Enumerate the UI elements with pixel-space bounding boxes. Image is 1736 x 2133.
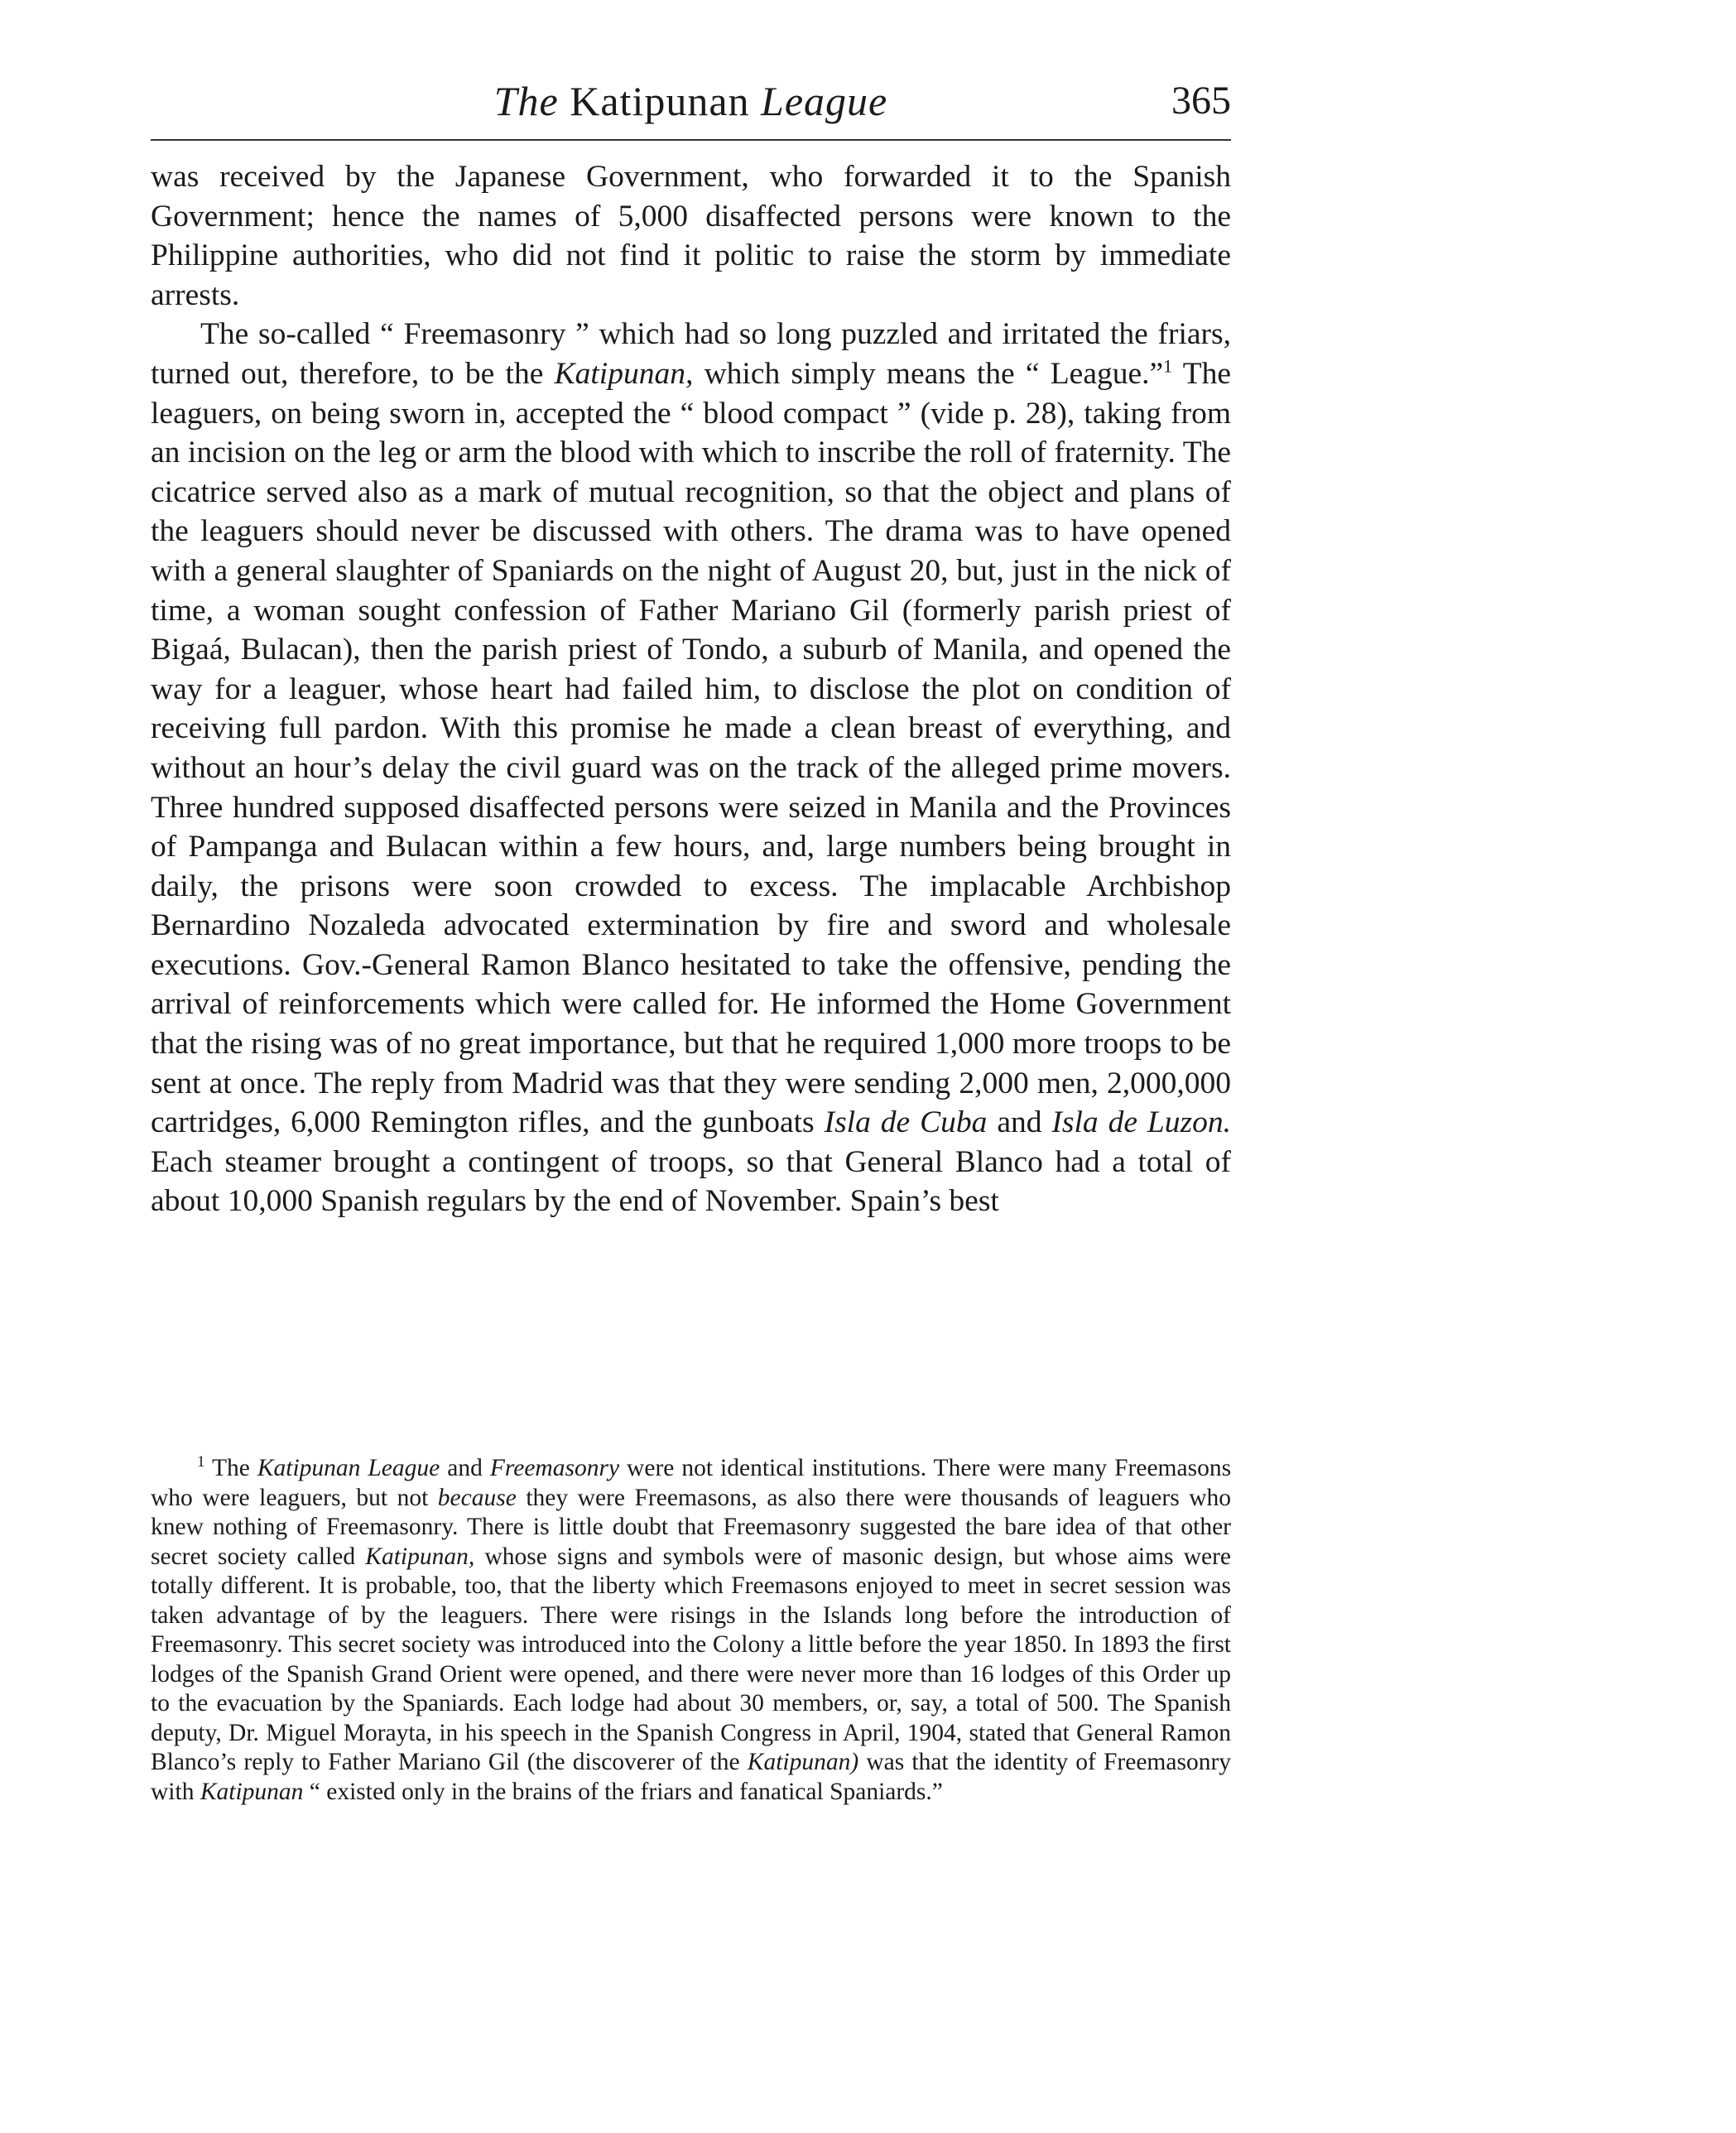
paragraph-2 <box>151 315 1231 1221</box>
paragraph-2-part-d: Each steamer brought a contingent of troops, so that General Blanco had a total of about 10,000 Spanish regulars by the end of November. Spain’s best <box>151 1144 1231 1219</box>
paragraph-2-part-a: The so-called “ Freemasonry ” which had so long puzzled and irritated the friars, turned out, therefore, to be the <box>151 317 1231 391</box>
paragraph-2-and: and <box>997 1105 1042 1140</box>
header-rule <box>151 139 1231 141</box>
ship-name-2: Isla de Luzon. <box>1051 1105 1231 1140</box>
footnote-text-1: The <box>211 1455 250 1481</box>
page-number: 365 <box>1171 79 1231 123</box>
footnote-italic-3: because <box>437 1484 517 1511</box>
footnote-italic-1: Katipunan League <box>257 1455 440 1481</box>
footnote <box>151 1454 1231 1807</box>
running-title <box>151 76 1231 126</box>
footnote-italic-2: Freemasonry <box>489 1455 620 1481</box>
footnote-italic-6: Katipunan <box>200 1778 304 1805</box>
footnote-text-7: “ existed only in the brains of the friars and fanatical Spaniards.” <box>309 1778 943 1805</box>
footnote-mark: 1 <box>197 1453 205 1471</box>
paragraph-1 <box>151 157 1231 315</box>
footnote-italic-5: Katipunan) <box>747 1749 859 1775</box>
ship-name-1: Isla de Cuba <box>824 1105 988 1140</box>
paragraph-2-part-b: which simply means the “ League.” <box>704 356 1164 391</box>
footnote-text-6: was that the identity of Freemasonry with <box>151 1749 1232 1805</box>
running-head <box>151 76 1231 131</box>
body-text <box>151 157 1231 1221</box>
footnote-text-5: whose signs and symbols were of masonic design, but whose aims were totally different. It is probable, too, that the liberty which Freemasons enjoyed to meet in secret session was taken advantage of by the leaguers. There were risings in the Islands long before the introduction of Freemasonry. This secret society was introduced into the Colony a little before the year 1850. In 1893 the first lodges of the Spanish Grand Orient were opened, and there were never more than 16 lodges of this Order up to the evacuation by the Spaniards. Each lodge had about 30 members, or, say, a total of 500. The Spanish deputy, Dr. Miguel Morayta, in his speech in the Spanish Congress in April, 1904, stated that General Ramon Blanco’s reply to Father Mariano Gil (the discoverer of the <box>151 1543 1232 1775</box>
paragraph-2-part-c: The leaguers, on being sworn in, accepted the “ blood compact ” (vide p. 28), taking from an incision on the leg or arm the blood with which to inscribe the roll of fraternity. The cicatrice served also as a mark of mutual recognition, so that the object and plans of the leaguers should never be discussed with others. The drama was to have opened with a general slaughter of Spaniards on the night of August 20, but, just in the nick of time, a woman sought confession of Father Mariano Gil (formerly parish priest of Bigaá, Bulacan), then the parish priest of Tondo, a suburb of Manila, and opened the way for a leaguer, whose heart had failed him, to disclose the plot on condition of receiving full pardon. With this promise he made a clean breast of everything, and without an hour’s delay the civil guard was on the track of the alleged prime movers. Three hundred supposed disaffected persons were seized in Manila and the Provinces of Pampanga and Bulacan within a few hours, and, large numbers being brought in daily, the prisons were soon crowded to excess. The implacable Archbishop Bernardino Nozaleda advocated extermination by fire and sword and wholesale executions. Gov.-General Ramon Blanco hesitated to take the offensive, pending the arrival of reinforcements which were called for. He informed the Home Government that the rising was of no great importance, but that he required 1,000 more troops to be sent at once. The reply from Madrid was that they were sending 2,000 men, 2,000,000 cartridges, 6,000 Remington rifles, and the gunboats <box>151 356 1232 1140</box>
footnote-text-4: they were Freemasons, as also there were thousands of leaguers who knew nothing of Freemasonry. There is little doubt that Freemasonry suggested the bare idea of that other secret society called <box>151 1484 1232 1570</box>
footnote-text-2: and <box>447 1455 483 1481</box>
footnote-italic-4: Katipunan, <box>365 1543 475 1570</box>
footnote-paragraph <box>151 1454 1231 1807</box>
paragraph-1-text: was received by the Japanese Government, who forwarded it to the Spanish Government; hence the names of 5,000 disaffected persons were known to the Philippine authorities, who did not find it politic to raise the storm by immediate arrests. <box>151 160 1231 312</box>
footnote-reference: 1 <box>1163 355 1173 377</box>
footnote-text-3: were not identical institutions. There were many Freemasons who were leaguers, but not <box>151 1455 1232 1511</box>
running-title-prefix: The <box>493 78 559 124</box>
running-title-main: Katipunan <box>570 78 750 124</box>
running-title-suffix: League <box>761 78 888 124</box>
katipunan-term: Katipunan, <box>554 356 694 391</box>
